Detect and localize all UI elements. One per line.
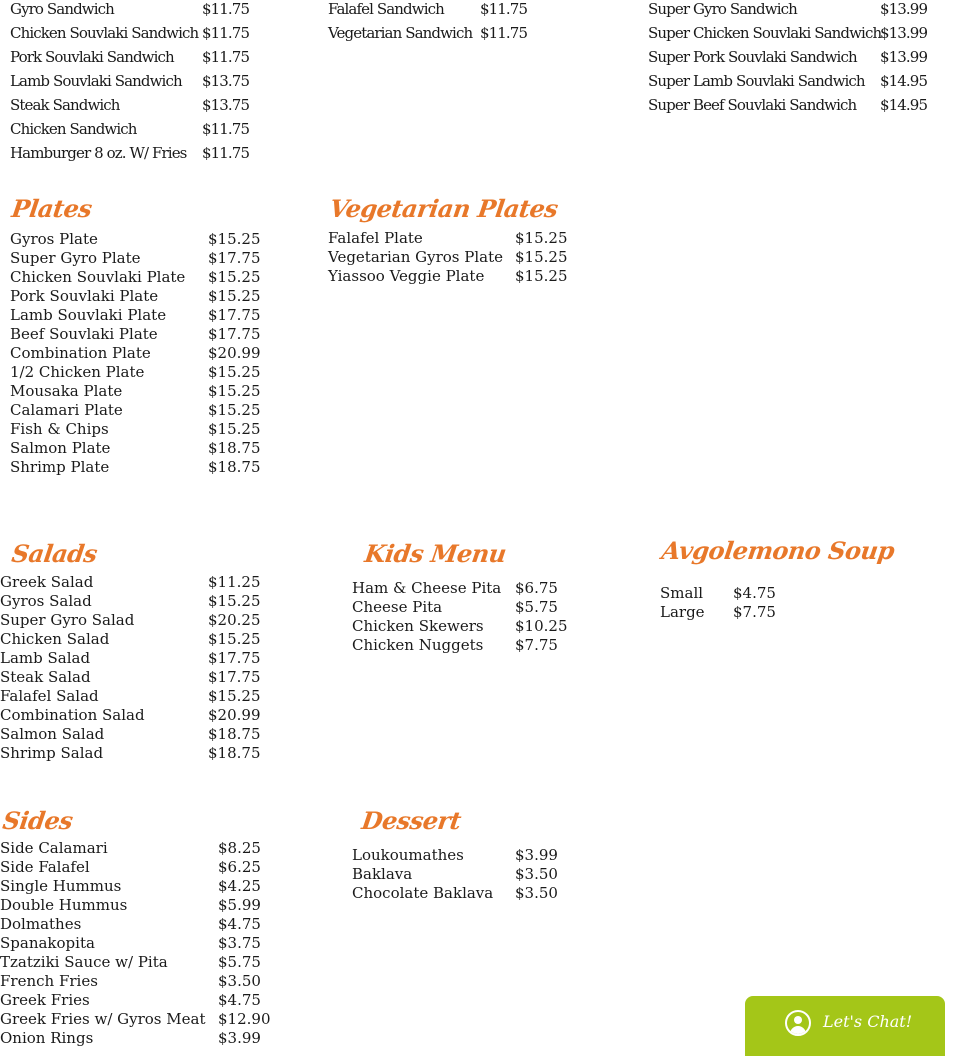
plate-price: $15.25 [208,381,261,400]
plate-row [10,287,278,306]
side-name: Dolmathes [0,914,82,933]
plate-price: $15.25 [208,229,261,248]
sandwich-name: Falafel Sandwich [328,0,444,18]
dessert-row [352,884,585,903]
sandwich-price: $11.75 [202,144,250,162]
soup-size-row [660,584,803,603]
plate-name: Pork Souvlaki Plate [10,286,159,305]
sandwich-price: $13.99 [880,24,928,42]
dessert-price: $3.99 [515,845,558,864]
sandwich-name: Super Beef Souvlaki Sandwich [648,96,857,114]
plate-name: Shrimp Plate [10,457,110,476]
plate-name: Chicken Souvlaki Plate [10,267,186,286]
plate-price: $20.99 [208,343,261,362]
side-row [0,953,288,972]
kids-item-row [352,617,585,636]
side-price: $4.25 [218,876,261,895]
kids-item-row [352,598,585,617]
plate-row [10,325,278,344]
salad-name: Steak Salad [0,667,91,686]
sandwich-row [648,21,950,45]
plate-name: Combination Plate [10,343,151,362]
sandwich-name: Chicken Sandwich [10,120,137,138]
side-price: $4.75 [218,990,261,1009]
side-price: $6.25 [218,857,261,876]
side-row [0,1029,288,1048]
plate-price: $17.75 [208,248,261,267]
user-avatar-icon [785,1010,811,1036]
side-price: $3.75 [218,933,261,952]
plate-name: Calamari Plate [10,400,123,419]
vegetarian-plate-row [328,248,585,267]
sandwich-name: Super Lamb Souvlaki Sandwich [648,72,865,90]
side-row [0,972,288,991]
plate-row [10,439,278,458]
salad-name: Lamb Salad [0,648,91,667]
chat-label: Let's Chat! [823,1012,913,1031]
soup-size-name: Small [660,583,704,602]
dessert-row [352,846,585,865]
vegetarian-plate-price: $15.25 [515,266,568,285]
salad-name: Chicken Salad [0,629,110,648]
sandwich-row [648,69,950,93]
sandwich-price: $11.75 [202,120,250,138]
sandwich-price: $13.99 [880,48,928,66]
salad-price: $15.25 [208,591,261,610]
kids-item-row [352,579,585,598]
salad-row [0,668,278,687]
dessert-price: $3.50 [515,864,558,883]
kids-item-price: $6.75 [515,578,558,597]
vegetarian-plate-row [328,267,585,286]
sandwich-row [10,21,272,45]
sandwich-price: $14.95 [880,96,928,114]
sandwich-name: Pork Souvlaki Sandwich [10,48,174,66]
dessert-price: $3.50 [515,883,558,902]
plate-name: Mousaka Plate [10,381,123,400]
sandwich-row [10,93,272,117]
kids-item-name: Cheese Pita [352,597,443,616]
side-name: French Fries [0,971,98,990]
side-price: $5.75 [218,952,261,971]
plate-price: $15.25 [208,419,261,438]
salad-price: $11.25 [208,572,261,591]
soup-size-price: $4.75 [733,583,776,602]
kids-menu-heading: Kids Menu [362,539,508,568]
dessert-name: Baklava [352,864,413,883]
salad-price: $20.99 [208,705,261,724]
salad-row [0,706,278,725]
dessert-heading: Dessert [359,806,463,835]
soup-size-price: $7.75 [733,602,776,621]
plate-name: Salmon Plate [10,438,111,457]
kids-item-name: Ham & Cheese Pita [352,578,502,597]
sandwich-price: $11.75 [480,0,528,18]
sandwich-price: $11.75 [480,24,528,42]
sandwich-price: $13.99 [880,0,928,18]
salad-price: $18.75 [208,743,261,762]
dessert-name: Chocolate Baklava [352,883,494,902]
plate-price: $15.25 [208,400,261,419]
side-row [0,839,288,858]
plate-price: $15.25 [208,286,261,305]
salad-price: $18.75 [208,724,261,743]
plate-name: Lamb Souvlaki Plate [10,305,167,324]
sandwich-row [648,93,950,117]
sandwich-row [10,141,272,165]
salad-name: Gyros Salad [0,591,92,610]
plate-row [10,306,278,325]
side-name: Greek Fries w/ Gyros Meat [0,1009,206,1028]
plate-name: Fish & Chips [10,419,109,438]
salad-name: Falafel Salad [0,686,99,705]
sandwich-price: $11.75 [202,24,250,42]
plate-price: $15.25 [208,362,261,381]
side-row [0,934,288,953]
sandwich-row [10,0,272,21]
plate-name: Super Gyro Plate [10,248,141,267]
sandwich-name: Super Pork Souvlaki Sandwich [648,48,857,66]
dessert-name: Loukoumathes [352,845,464,864]
salad-price: $15.25 [208,686,261,705]
sandwich-name: Super Chicken Souvlaki Sandwich [648,24,882,42]
side-name: Side Calamari [0,838,108,857]
plate-price: $15.25 [208,267,261,286]
sandwich-price: $13.75 [202,96,250,114]
salad-name: Shrimp Salad [0,743,104,762]
side-name: Spanakopita [0,933,95,952]
side-price: $3.99 [218,1028,261,1047]
vegetarian-plates-heading: Vegetarian Plates [327,194,560,223]
sandwich-row [648,45,950,69]
plate-row [10,401,278,420]
side-name: Single Hummus [0,876,122,895]
plate-row [10,382,278,401]
vegetarian-plate-name: Yiassoo Veggie Plate [328,266,485,285]
side-name: Double Hummus [0,895,128,914]
salads-heading: Salads [9,539,99,568]
sandwich-price: $14.95 [880,72,928,90]
sandwich-price: $11.75 [202,48,250,66]
plate-price: $17.75 [208,324,261,343]
kids-item-price: $7.75 [515,635,558,654]
side-price: $12.90 [218,1009,271,1028]
kids-item-price: $5.75 [515,597,558,616]
plate-row [10,363,278,382]
side-name: Side Falafel [0,857,90,876]
side-row [0,877,288,896]
sandwich-name: Chicken Souvlaki Sandwich [10,24,199,42]
plate-price: $18.75 [208,457,261,476]
plate-price: $18.75 [208,438,261,457]
plate-row [10,344,278,363]
plate-row [10,420,278,439]
sandwich-name: Vegetarian Sandwich [328,24,473,42]
sides-heading: Sides [0,806,75,835]
sandwich-price: $11.75 [202,0,250,18]
sandwich-row [10,45,272,69]
salad-row [0,611,278,630]
side-price: $3.50 [218,971,261,990]
salad-row [0,725,278,744]
salad-price: $20.25 [208,610,261,629]
sandwich-row [648,0,950,21]
kids-item-name: Chicken Skewers [352,616,484,635]
sandwich-name: Gyro Sandwich [10,0,114,18]
salad-row [0,573,278,592]
vegetarian-plate-price: $15.25 [515,228,568,247]
side-name: Greek Fries [0,990,90,1009]
soup-heading: Avgolemono Soup [659,536,897,565]
sandwich-name: Super Gyro Sandwich [648,0,797,18]
side-row [0,915,288,934]
kids-item-row [352,636,585,655]
dessert-row [352,865,585,884]
salad-row [0,649,278,668]
sandwich-row [10,69,272,93]
salad-row [0,744,278,763]
vegetarian-plate-name: Vegetarian Gyros Plate [328,247,503,266]
plate-row [10,230,278,249]
side-price: $5.99 [218,895,261,914]
side-price: $8.25 [218,838,261,857]
salad-name: Super Gyro Salad [0,610,135,629]
sandwich-name: Steak Sandwich [10,96,120,114]
side-price: $4.75 [218,914,261,933]
plates-heading: Plates [9,194,94,223]
sandwich-row [10,117,272,141]
sandwich-name: Hamburger 8 oz. W/ Fries [10,144,187,162]
side-row [0,896,288,915]
plate-row [10,249,278,268]
plate-price: $17.75 [208,305,261,324]
sandwich-row [328,21,550,45]
plate-row [10,268,278,287]
sandwich-row [328,0,550,21]
side-row [0,991,288,1010]
soup-size-name: Large [660,602,705,621]
sandwich-name: Lamb Souvlaki Sandwich [10,72,182,90]
plate-name: Gyros Plate [10,229,98,248]
vegetarian-plate-price: $15.25 [515,247,568,266]
side-name: Tzatziki Sauce w/ Pita [0,952,168,971]
plate-name: 1/2 Chicken Plate [10,362,145,381]
salad-row [0,687,278,706]
salad-row [0,630,278,649]
side-name: Onion Rings [0,1028,94,1047]
salad-price: $15.25 [208,629,261,648]
salad-price: $17.75 [208,648,261,667]
salad-name: Salmon Salad [0,724,105,743]
side-row [0,858,288,877]
vegetarian-plate-row [328,229,585,248]
salad-name: Combination Salad [0,705,145,724]
salad-row [0,592,278,611]
plate-name: Beef Souvlaki Plate [10,324,158,343]
vegetarian-plate-name: Falafel Plate [328,228,423,247]
plate-row [10,458,278,477]
salad-name: Greek Salad [0,572,94,591]
soup-size-row [660,603,803,622]
salad-price: $17.75 [208,667,261,686]
chat-widget-button[interactable] [745,996,945,1056]
kids-item-price: $10.25 [515,616,568,635]
kids-item-name: Chicken Nuggets [352,635,484,654]
sandwich-price: $13.75 [202,72,250,90]
side-row [0,1010,288,1029]
